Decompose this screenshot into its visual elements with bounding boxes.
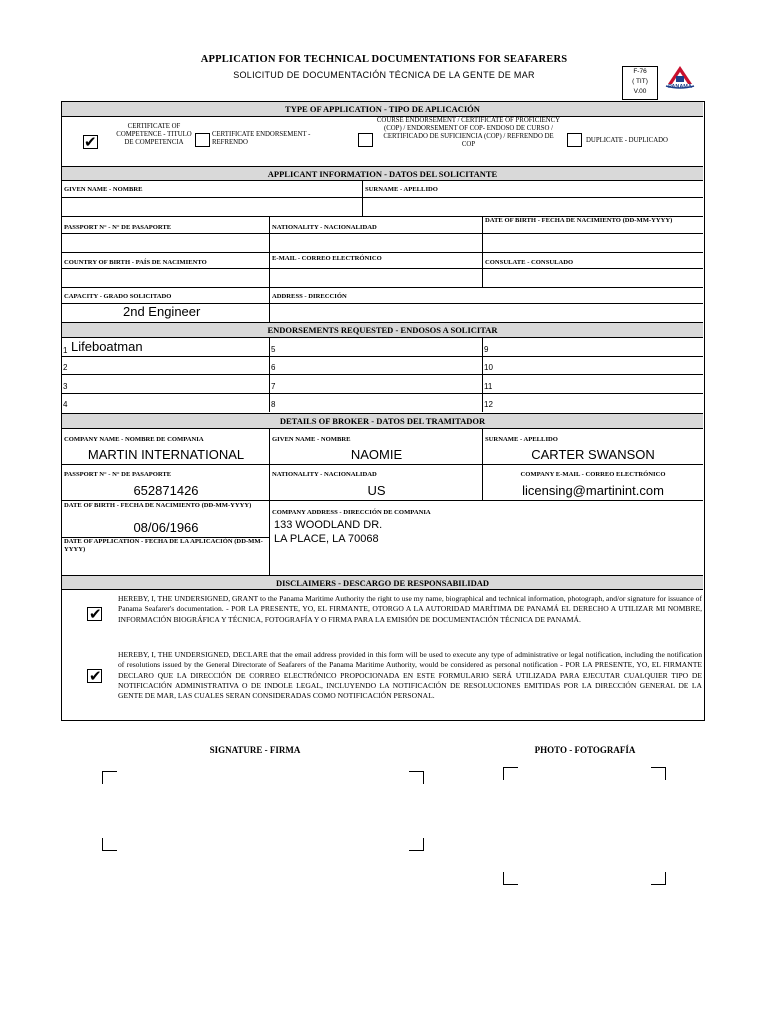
applicant-given-name-field[interactable] [62, 198, 363, 217]
signature-label: SIGNATURE - FIRMA [209, 745, 301, 755]
signature-corner [102, 771, 117, 784]
broker-dob-cell[interactable] [62, 501, 270, 538]
applicant-passport-field[interactable] [62, 234, 270, 253]
applicant-consulate-label-cell [483, 253, 703, 269]
photo-area[interactable] [503, 767, 666, 885]
photo-corner [651, 767, 666, 780]
endorsement-number: 5 [271, 345, 276, 354]
applicant-passport-label: PASSPORT N° - N° DE PASAPORTE [64, 224, 172, 231]
form-title-en: APPLICATION FOR TECHNICAL DOCUMENTATIONS FOR SEAFARERS [200, 54, 568, 65]
broker-nationality-cell[interactable] [270, 465, 483, 501]
endorsement-7[interactable] [270, 375, 483, 394]
applicant-surname-label: SURNAME - APELLIDO [365, 186, 438, 193]
broker-email-value: licensing@martinint.com [522, 483, 664, 498]
section-heading-broker: DETAILS OF BROKER - DATOS DEL TRAMITADOR [62, 413, 703, 429]
endorsement-12[interactable] [483, 394, 703, 412]
disclaimer-1-text: HEREBY, I, THE UNDERSIGNED, GRANT to the Panama Maritime Authority the right to use my name, biographical and technical information, photograph, and/or signature for issuance of Panama Seafarer's documentation. - POR LA PRESENTE, YO, EL FIRMANTE, OTORGO A LA AUTORIDAD MARÍTIMA DE PANAMÁ EL DERECHO A UTILIZAR MI NOMBRE, INFORMACIÓN BIOGRÁFICA Y TÉCNICA, FOTOGRAFÍA Y O FIRMA PARA LA EMISIÓN DE DOCUMENTACIÓN TÉCNICA DE PANAMÁ. [118, 594, 702, 624]
applicant-given-name-label: GIVEN NAME - NOMBRE [64, 186, 143, 193]
form-code-line: V.00 [633, 88, 647, 95]
applicant-dob-label-cell [483, 217, 703, 234]
applicant-email-field[interactable] [270, 269, 483, 288]
endorsement-number: 1 [63, 346, 68, 355]
applicant-consulate-label: CONSULATE - CONSULADO [485, 259, 574, 266]
broker-surname-label: SURNAME - APELLIDO [485, 436, 558, 443]
applicant-capacity-field[interactable] [62, 304, 270, 322]
applicant-passport-label-cell [62, 217, 270, 234]
logo-text: PANAMÁ [668, 84, 692, 90]
type-endorsement-checkbox[interactable] [195, 133, 210, 147]
endorsement-number: 11 [484, 382, 493, 391]
signature-corner [102, 838, 117, 851]
type-endorsement-label: CERTIFICATE ENDORSEMENT - REFRENDO [212, 131, 311, 146]
section-heading-disclaimers: DISCLAIMERS - DESCARGO DE RESPONSABILIDAD [62, 575, 703, 590]
form-title-es: SOLICITUD DE DOCUMENTACIÓN TÉCNICA DE LA GENTE DE MAR [233, 70, 535, 80]
applicant-address-label: ADDRESS - DIRECCIÓN [272, 293, 347, 300]
type-coc-check: ✔ [84, 133, 97, 151]
applicant-country-field[interactable] [62, 269, 270, 288]
broker-application-date-label: DATE OF APPLICATION - FECHA DE LA APLICACIÓN (DD-MM-YYYY) [64, 538, 263, 553]
broker-email-label: COMPANY E-MAIL - CORREO ELECTRÓNICO [520, 471, 666, 478]
broker-passport-label: PASSPORT N° - N° DE PASAPORTE [64, 471, 172, 478]
broker-address-cell[interactable] [270, 501, 703, 577]
disclaimer-1-check: ✔ [89, 605, 102, 623]
type-coc-label: CERTIFICATE OF COMPETENCE - TITULO DE COMPETENCIA [116, 123, 192, 146]
endorsement-5[interactable] [270, 338, 483, 357]
applicant-capacity-label-cell [62, 288, 270, 304]
signature-area[interactable] [102, 771, 424, 851]
endorsement-4[interactable] [62, 394, 270, 412]
applicant-surname-field[interactable] [363, 198, 703, 217]
endorsement-number: 9 [484, 345, 489, 354]
broker-application-date-cell[interactable] [62, 538, 270, 577]
endorsement-number: 6 [271, 363, 276, 372]
applicant-country-label: COUNTRY OF BIRTH - PAÍS DE NACIMIENTO [64, 259, 207, 266]
endorsement-11[interactable] [483, 375, 703, 394]
signature-corner [409, 838, 424, 851]
endorsement-10[interactable] [483, 357, 703, 375]
type-coc-checkbox[interactable] [83, 135, 98, 149]
broker-address-label: COMPANY ADDRESS - DIRECCIÓN DE COMPANIA [272, 509, 431, 516]
disclaimer-1-checkbox[interactable] [87, 607, 102, 621]
type-duplicate-label: DUPLICATE - DUPLICADO [586, 137, 668, 144]
endorsement-number: 12 [484, 400, 493, 409]
endorsement-number: 3 [63, 382, 68, 391]
disclaimer-2-check: ✔ [89, 667, 102, 685]
endorsement-number: 10 [484, 363, 493, 372]
endorsement-2[interactable] [62, 357, 270, 375]
endorsement-1-value: Lifeboatman [71, 339, 143, 354]
section-heading-type: TYPE OF APPLICATION - TIPO DE APLICACIÓN [62, 102, 703, 117]
disclaimer-2-checkbox[interactable] [87, 669, 102, 683]
applicant-nationality-label-cell [270, 217, 483, 234]
broker-company-cell[interactable] [62, 429, 270, 465]
type-course-label: COURSE ENDORSEMENT / CERTIFICATE OF PROFICIENCY (COP) / ENDORSEMENT OF COP- ENDOSO DE CURSO / CERTIFICADO DE SUFICIENCIA (COP) / REFRENDO DE COP [376, 117, 561, 148]
type-course-checkbox[interactable] [358, 133, 373, 147]
endorsement-number: 7 [271, 382, 276, 391]
broker-passport-value: 652871426 [133, 483, 199, 498]
endorsement-6[interactable] [270, 357, 483, 375]
endorsement-8[interactable] [270, 394, 483, 412]
applicant-email-label: E-MAIL - CORREO ELECTRÓNICO [272, 255, 382, 262]
application-form [61, 101, 705, 721]
broker-surname-value: CARTER SWANSON [531, 447, 655, 462]
broker-company-label: COMPANY NAME - NOMBRE DE COMPANIA [64, 436, 204, 443]
applicant-nationality-field[interactable] [270, 234, 483, 253]
form-code-line: ( TIT) [632, 78, 648, 85]
form-code-box [622, 66, 658, 100]
broker-email-cell[interactable] [483, 465, 703, 501]
broker-surname-cell[interactable] [483, 429, 703, 465]
applicant-dob-label: DATE OF BIRTH - FECHA DE NACIMIENTO (DD-MM-YYYY) [485, 217, 673, 224]
applicant-address-label-cell [270, 288, 703, 304]
applicant-country-label-cell [62, 253, 270, 269]
broker-given-name-value: NAOMIE [350, 447, 403, 462]
applicant-nationality-label: NATIONALITY - NACIONALIDAD [272, 224, 377, 231]
type-duplicate-checkbox[interactable] [567, 133, 582, 147]
broker-given-name-label: GIVEN NAME - NOMBRE [272, 436, 351, 443]
applicant-email-label-cell [270, 253, 483, 269]
broker-given-name-cell[interactable] [270, 429, 483, 465]
applicant-dob-field[interactable] [483, 234, 703, 253]
broker-company-value: MARTIN INTERNATIONAL [87, 447, 245, 462]
broker-nationality-label: NATIONALITY - NACIONALIDAD [272, 471, 377, 478]
endorsement-number: 8 [271, 400, 276, 409]
endorsement-1[interactable] [62, 338, 270, 357]
broker-dob-label: DATE OF BIRTH - FECHA DE NACIMIENTO (DD-MM-YYYY) [64, 502, 252, 509]
endorsement-number: 2 [63, 363, 68, 372]
broker-address-line1: 133 WOODLAND DR. [274, 519, 383, 531]
applicant-capacity-label: CAPACITY - GRADO SOLICITADO [64, 293, 172, 300]
signature-corner [409, 771, 424, 784]
endorsement-9[interactable] [483, 338, 703, 357]
applicant-address-field[interactable] [270, 304, 703, 322]
broker-nationality-value: US [367, 483, 386, 498]
broker-address-line2: LA PLACE, LA 70068 [274, 533, 379, 545]
photo-corner [651, 872, 666, 885]
form-code-line: F-76 [633, 68, 647, 75]
endorsement-3[interactable] [62, 375, 270, 394]
photo-corner [503, 872, 518, 885]
broker-passport-cell[interactable] [62, 465, 270, 501]
broker-dob-value: 08/06/1966 [133, 520, 199, 535]
applicant-surname-label-cell [363, 181, 703, 198]
disclaimer-2-text: HEREBY, I, THE UNDERSIGNED, DECLARE that the email address provided in this form will be used to execute any type of administrative or legal notification, including the notification of resolutions issued by the General Directorate of Seafarers of the Panama Maritime Authority, would be considered as personal notification - POR LA PRESENTE, YO, EL FIRMANTE DECLARO QUE LA DIRECCIÓN DE CORREO ELECTRÓNICO PROPOCIONADA EN ESTE FORMULARIO SERÁ UTILIZADA PARA EJECUTAR CUALQUIER TIPO DE NOTIFICACIÓN ADMINISTRATIVA O DE INDOLE LEGAL, INCLUYENDO LA NOTIFICACIÓN DE RESOLUCIONES EMITIDAS POR LA DIRECCIÓN GENERAL DE LA GENTE DE MAR, LAS CUALES SERAN CONSIDERADAS COMO NOTIFICACIÓN PERSONAL. [118, 650, 702, 701]
applicant-capacity-value: 2nd Engineer [123, 304, 201, 319]
section-heading-applicant: APPLICANT INFORMATION - DATOS DEL SOLICITANTE [62, 166, 703, 181]
photo-label: PHOTO - FOTOGRAFÍA [534, 745, 636, 755]
section-heading-endorsements: ENDORSEMENTS REQUESTED - ENDOSOS A SOLICITAR [62, 322, 703, 338]
endorsement-number: 4 [63, 400, 68, 409]
applicant-given-name-label-cell [62, 181, 363, 198]
photo-corner [503, 767, 518, 780]
applicant-consulate-field[interactable] [483, 269, 703, 288]
